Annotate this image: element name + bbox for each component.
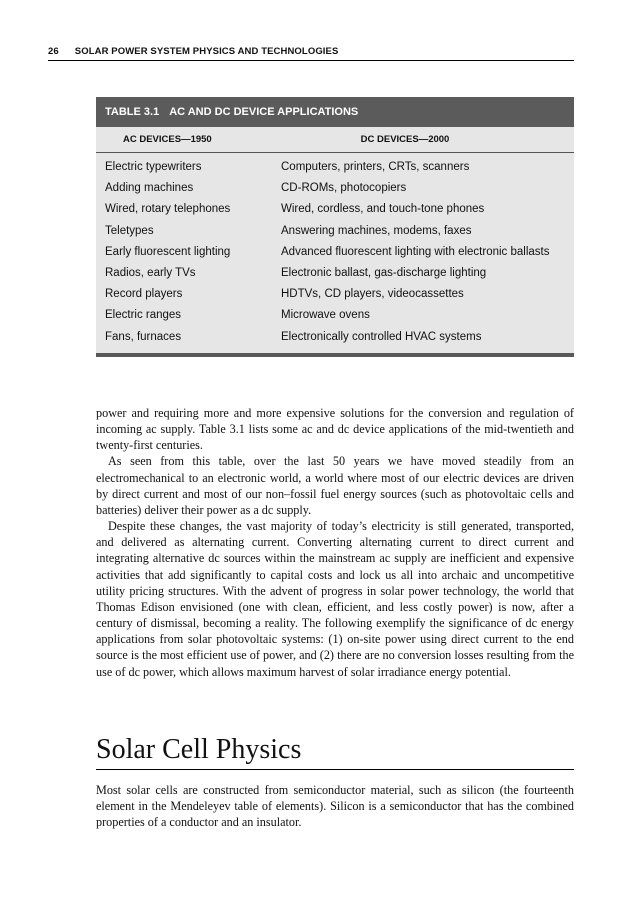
ac-device-cell: Electric ranges [105,309,182,322]
page-number: 26 [48,46,59,57]
ac-device-cell: Radios, early TVs [105,266,196,279]
table-row [96,284,574,305]
section-heading: Solar Cell Physics [96,733,574,770]
table-body [96,153,574,353]
dc-device-cell: HDTVs, CD players, videocassettes [281,288,464,301]
table-number: TABLE 3.1 [105,106,160,118]
ac-device-cell: Teletypes [105,224,154,237]
running-head [48,46,574,61]
column-header-ac: AC DEVICES—1950 [123,134,212,145]
dc-device-cell: Answering machines, modems, faxes [281,224,472,237]
ac-device-cell: Record players [105,288,183,301]
device-applications-table [96,97,574,357]
table-row [96,221,574,242]
dc-device-cell: Wired, cordless, and touch-tone phones [281,203,485,216]
table-title: AC AND DC DEVICE APPLICATIONS [169,106,359,118]
ac-device-cell: Wired, rotary telephones [105,203,231,216]
dc-device-cell: Electronically controlled HVAC systems [281,330,482,343]
table-row [96,178,574,199]
dc-device-cell: Advanced fluorescent lighting with electronic ballasts [281,245,550,258]
table-title-bar [96,97,574,127]
ac-device-cell: Early fluorescent lighting [105,245,231,258]
paragraph: power and requiring more and more expensive solutions for the conversion and regulation of incoming ac supply. Table 3.1 lists some ac and dc device applications of the mid-twentieth and twenty-first centuries. [96,406,574,453]
table-row [96,263,574,284]
dc-device-cell: Computers, printers, CRTs, scanners [281,161,470,173]
paragraph: Despite these changes, the vast majority of today’s electricity is still generated, transported, and delivered as alternating current. Converting alternating current to direct current and integrating alternative dc sources within the mainstream ac supply are inefficient and expensive activities that add significantly to capital costs and lock us all into archaic and uncompetitive utility pricing structures. With the advent of progress in solar power technology, the world that Thomas Edison envisioned (one with clean, efficient, and less costly power) is now, after a century of dismissal, becoming a reality. The following exemplify the significance of dc energy applications from solar photovoltaic systems: (1) on-site power using direct current to the end source is the most efficient use of power, and (2) there are no conversion losses resulting from the use of dc power, which allows maximum harvest of solar irradiance energy potential. [96,519,574,679]
dc-device-cell: CD-ROMs, photocopiers [281,182,407,195]
ac-device-cell: Adding machines [105,182,194,195]
ac-device-cell: Fans, furnaces [105,330,182,343]
table-header-row [96,127,574,153]
section-body [96,782,574,830]
table-row [96,327,574,348]
table-row [96,305,574,326]
running-head-title: SOLAR POWER SYSTEM PHYSICS AND TECHNOLOGIES [74,46,339,57]
paragraph: As seen from this table, over the last 50 years we have moved steadily from an electromechanical to an electronic world, a world where most of our electric devices are driven by direct current and most of our non–fossil fuel energy sources (such as photovoltaic cells and batteries) deliver their power as a dc supply. [96,454,574,517]
dc-device-cell: Microwave ovens [281,309,370,322]
dc-device-cell: Electronic ballast, gas-discharge lighting [281,266,487,279]
body-text [96,405,574,680]
table-row [96,157,574,178]
paragraph: Most solar cells are constructed from semiconductor material, such as silicon (the fourteenth element in the Mendeleyev table of elements). Silicon is a semiconductor that has the combined properties of a conductor and an insulator. [96,783,574,830]
table-row [96,242,574,263]
table-row [96,199,574,220]
column-header-dc: DC DEVICES—2000 [360,134,450,145]
ac-device-cell: Electric typewriters [105,161,202,173]
